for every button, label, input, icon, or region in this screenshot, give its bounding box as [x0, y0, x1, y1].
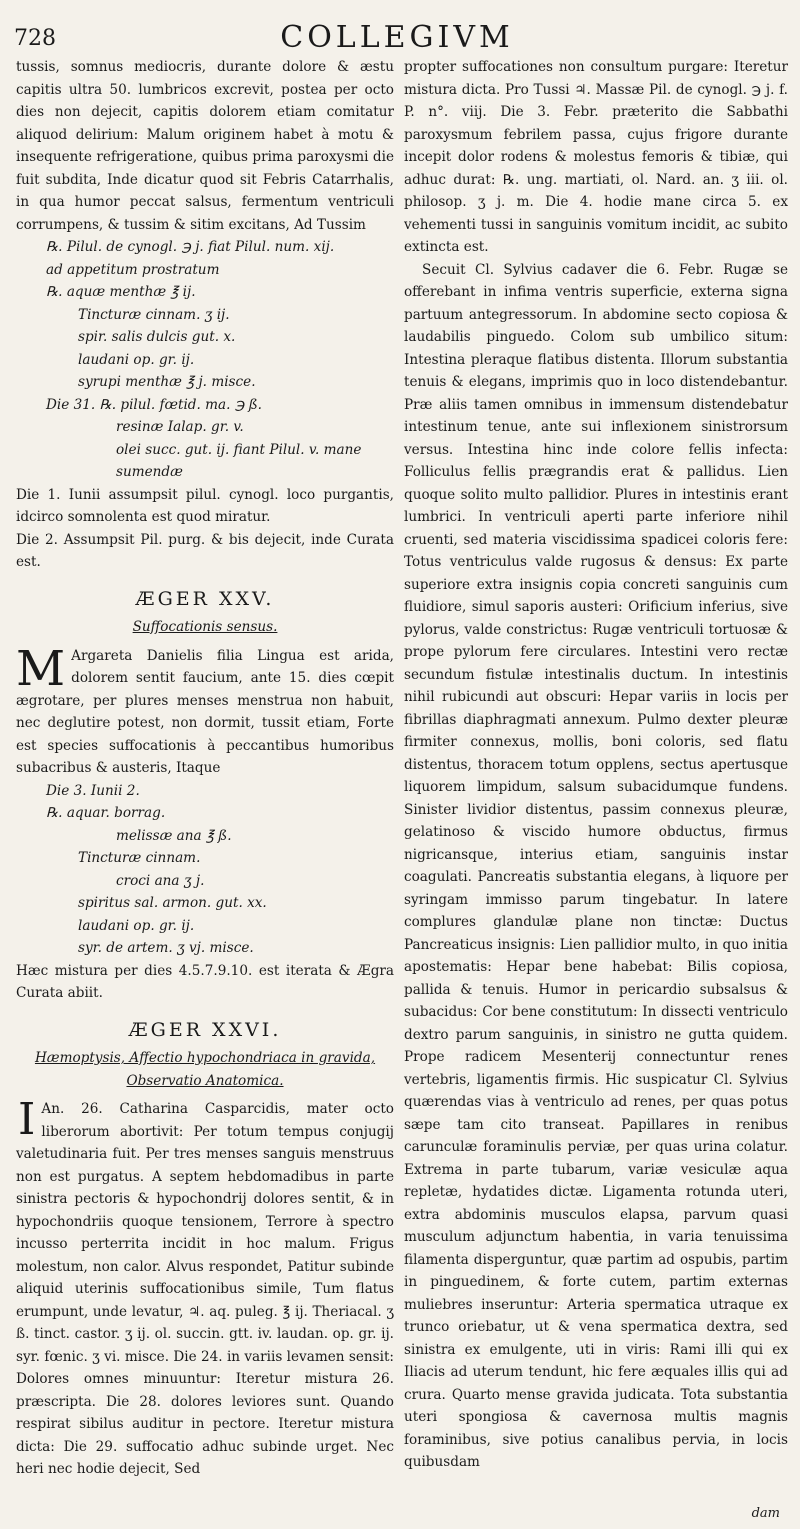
- paragraph: Secuit Cl. Sylvius cadaver die 6. Febr. Rugæ se offerebant in infima ventris superficie, externa signa partuum antegressorum. In abdomine secto copiosa & laudabilis pinguedo. Colom sub umbilico situm: Intestina pleraque flatibus distenta. Illorum substantia tenuis & elegans, imprimis quo in loco distendebantur. Præ aliis tamen omnibus in immensum distendebatur intestinum tenue, ante sui inflexionem sinistrorsum versus. Intestina hinc inde colore fellis infecta: Folliculus fellis prægrandis erat & pallidus. Lien quoque solito multo pallidior. Plures in intestinis erant lumbrici. In ventriculi aperti parte inferiore nihil cruenti, sed materia viscidissima spadicei coloris fere: Totus ventriculus valde rugosus & densus: Ex parte superiore extra insignis copia concreti sanguinis cum fluidiore, simul saporis austeri: Orificium inferius, sive pylorus, valde constrictus: Rugæ ventriculi tortuosæ & prope pylorum fere circulares. Intestini vero rectæ secundum fistulæ intestinalis ductum. In intestinis nihil rubicundi aut obscuri: Hepar variis in locis per fibrillas diaphragmati annexum. Pulmo dexter pleuræ firmiter connexus, mollis, boni coloris, sed flatu distentus, thoracem totum opplens, sectus apertusque liquorem limpidum, salsum subacidumque fundens. Sinister lividior distentus, passim connexus pleuræ, gelatinoso & viscido humore obductus, firmus nigricansque, interius etiam, sanguinis instar coagulati. Pancreatis substantia elegans, à liquore per syringam immisso parum tingebatur. In latere complures glandulæ plane non tinctæ: Ductus Pancreaticus insignis: Lien pallidior multo, in quo initia apostematis: Hepar bene habebat: Bilis copiosa, pallida & tenuis. Humor in pericardio subsalsus & subacidus: Cor bene constitutum: In dissecti ventriculo dextro parum sanguinis, in sinistro ne gutta quidem. Prope radicem Mesenterij connectuntur renes vertebris, ligamentis firmis. Hic suspicatur Cl. Sylvius quærendas vias à ventriculo ad renes, per quas potus sæpe tam cito transeat. Papillares in renibus carunculæ foraminulis perviæ, per quas urina colatur. Extrema in parte tubarum, variæ vesiculæ aqua repletæ, hydatides dictæ. Ligamenta rotunda uteri, extra abdominis musculos elapsa, parvum quasi musculum adjunctum habentia, in varia tenuissima filamenta disperguntur, quæ partim ad ospubis, partim in pinguedinem, & forte cutem, partim externas muliebres inseruntur: Arteria spermatica utraque ex trunco oriebatur, ut & vena spermatica dextra, sed sinistra ex emulgente, uti in viris: Rami illi qui ex Iliacis ad uterum tendunt, hic fere æquales illis qui ad crura. Quarto mense gravida judicata. Tota substantia uteri spongiosa & cavernosa multis magnis foraminibus, sive potius canalibus pervia, in locis quibusdam: [404, 261, 788, 1470]
- section-heading: ÆGER XXV.: [135, 587, 275, 610]
- section-heading: ÆGER XXVI.: [128, 1018, 282, 1041]
- section-subheading: Hæmoptysis, Affectio hypochondriaca in gravida, Observatio Anatomica.: [34, 1050, 376, 1089]
- page-header: [14, 16, 780, 56]
- prescription-line: spiritus sal. armon. gut. xx.: [78, 895, 267, 911]
- paragraph-text: An. 26. Catharina Casparcidis, mater octo liberorum abortivit: Per totum tempus conjugij valetudinaria fuit. Per tres menses sanguis menstruus non est purgatus. A septem hebdomadibus in parte sinistra pectoris & hypochondrij dolores sentit, & in hypochondriis quoque tensionem, Terrore à spectro incusso perterrita incidit in hoc malum. Frigus molestum, non calor. Alvus respondet, Patitur subinde aliquid uterinis suffocationibus simile, Tum flatus erumpunt, unde levatur, ♃. aq. puleg. ℥ ij. Theriacal. ʒ ß. tinct. castor. ʒ ij. ol. succin. gtt. iv. laudan. op. gr. ij. syr. fœnic. ʒ vi. misce. Die 24. in variis levamen sensit: Dolores omnes minuuntur: Iteretur mistura 26. præscripta. Die 28. dolores leviores sunt. Quando respirat sibilus auditur in pectore. Iteretur mistura dicta: Die 29. suffocatio adhuc subinde urget. Nec heri nec hodie dejecit, Sed: [16, 1101, 394, 1477]
- prescription-line: Die 31. ℞. pilul. fœtid. ma. ℈ ß.: [46, 396, 262, 413]
- running-title: COLLEGIVM: [280, 20, 514, 55]
- paragraph: Die 2. Assumpsit Pil. purg. & bis dejecit, inde Curata est.: [16, 531, 394, 570]
- section-subheading: Suffocationis sensus.: [132, 619, 278, 635]
- paragraph: tussis, somnus mediocris, durante dolore & æstu capitis ultra 50. lumbricos excrevit, postea per octo dies non dejecit, capitis dolorem etiam comitatur aliquod delirium: Malum originem habet à motu & insequente refrigeratione, quibus prima paroxysmi die fuit subdita, Inde dicatur quod sit Febris Catarrhalis, in qua humor peccat salsus, fermentum ventriculi corrumpens, & tussim & sitim excitans, Ad Tussim: [16, 59, 394, 233]
- prescription-line: ℞. Pilul. de cynogl. ℈ j. fiat Pilul. num. xij.: [46, 239, 335, 255]
- prescription: [16, 780, 394, 960]
- prescription-line: Tincturæ cinnam.: [78, 850, 201, 866]
- prescription-line: syr. de artem. ʒ vj. misce.: [78, 940, 254, 956]
- prescription-line: melissæ ana ℥ ß.: [116, 827, 232, 844]
- prescription-line: syrupi menthæ ℥ j. misce.: [78, 374, 256, 390]
- prescription-line: resinæ Ialap. gr. v.: [116, 419, 244, 435]
- prescription-line: laudani op. gr. ij.: [78, 917, 195, 934]
- drop-cap: M: [16, 640, 66, 697]
- prescription-line: ℞. aquæ menthæ ℥ ij.: [46, 284, 196, 300]
- paragraph: Die 1. Iunii assumpsit pilul. cynogl. loco purgantis, idcirco somnolenta est quod miratur.: [16, 486, 394, 525]
- prescription-line: ad appetitum prostratum: [46, 261, 220, 278]
- prescription-line: spir. salis dulcis gut. x.: [78, 329, 236, 345]
- paragraph: Hæc mistura per dies 4.5.7.9.10. est iterata & Ægra Curata abiit.: [16, 962, 394, 1001]
- prescription: [16, 281, 394, 394]
- prescription-line: Die 3. Iunii 2.: [46, 782, 140, 799]
- prescription-line: laudani op. gr. ij.: [78, 351, 195, 368]
- paragraph: [16, 640, 394, 780]
- prescription-line: olei succ. gut. ij. fiant Pilul. v. mane sumendæ: [116, 441, 362, 480]
- right-column: [404, 56, 788, 1474]
- page-number: 728: [14, 26, 56, 51]
- prescription: [16, 394, 394, 484]
- paragraph: [16, 1094, 394, 1481]
- prescription-line: ℞. aquar. borrag.: [46, 805, 166, 821]
- prescription-line: croci ana ʒ j.: [116, 872, 205, 889]
- paragraph-text: Argareta Danielis filia Lingua est arida, dolorem sentit faucium, ante 15. dies cœpit ægrotare, per plures menses menstrua non habuit, nec deglutire potest, non dormit, tussit etiam, Forte est species suffocationis à peccantibus humoribus subacribus & austeris, Itaque: [16, 647, 394, 776]
- prescription-line: Tincturæ cinnam. ʒ ij.: [78, 306, 230, 323]
- left-column: [16, 56, 394, 1481]
- catchword: dam: [751, 1506, 780, 1521]
- prescription: [16, 236, 394, 281]
- drop-cap: I: [18, 1094, 36, 1145]
- paragraph: propter suffocationes non consultum purgare: Iteretur mistura dicta. Pro Tussi ♃. Massæ Pil. de cynogl. ℈ j. f. P. n°. viij. Die 3. Febr. præterito die Sabbathi paroxysmum febrilem passa, cujus frigore durante incepit dolor rodens & molestus femoris & tibiæ, qui adhuc durat: ℞. ung. martiati, ol. Nard. an. ʒ iii. ol. philosop. ʒ j. m. Die 4. hodie mane circa 5. ex vehementi tussi in sanguinis vomitum incidit, ac subito extincta est.: [404, 59, 788, 255]
